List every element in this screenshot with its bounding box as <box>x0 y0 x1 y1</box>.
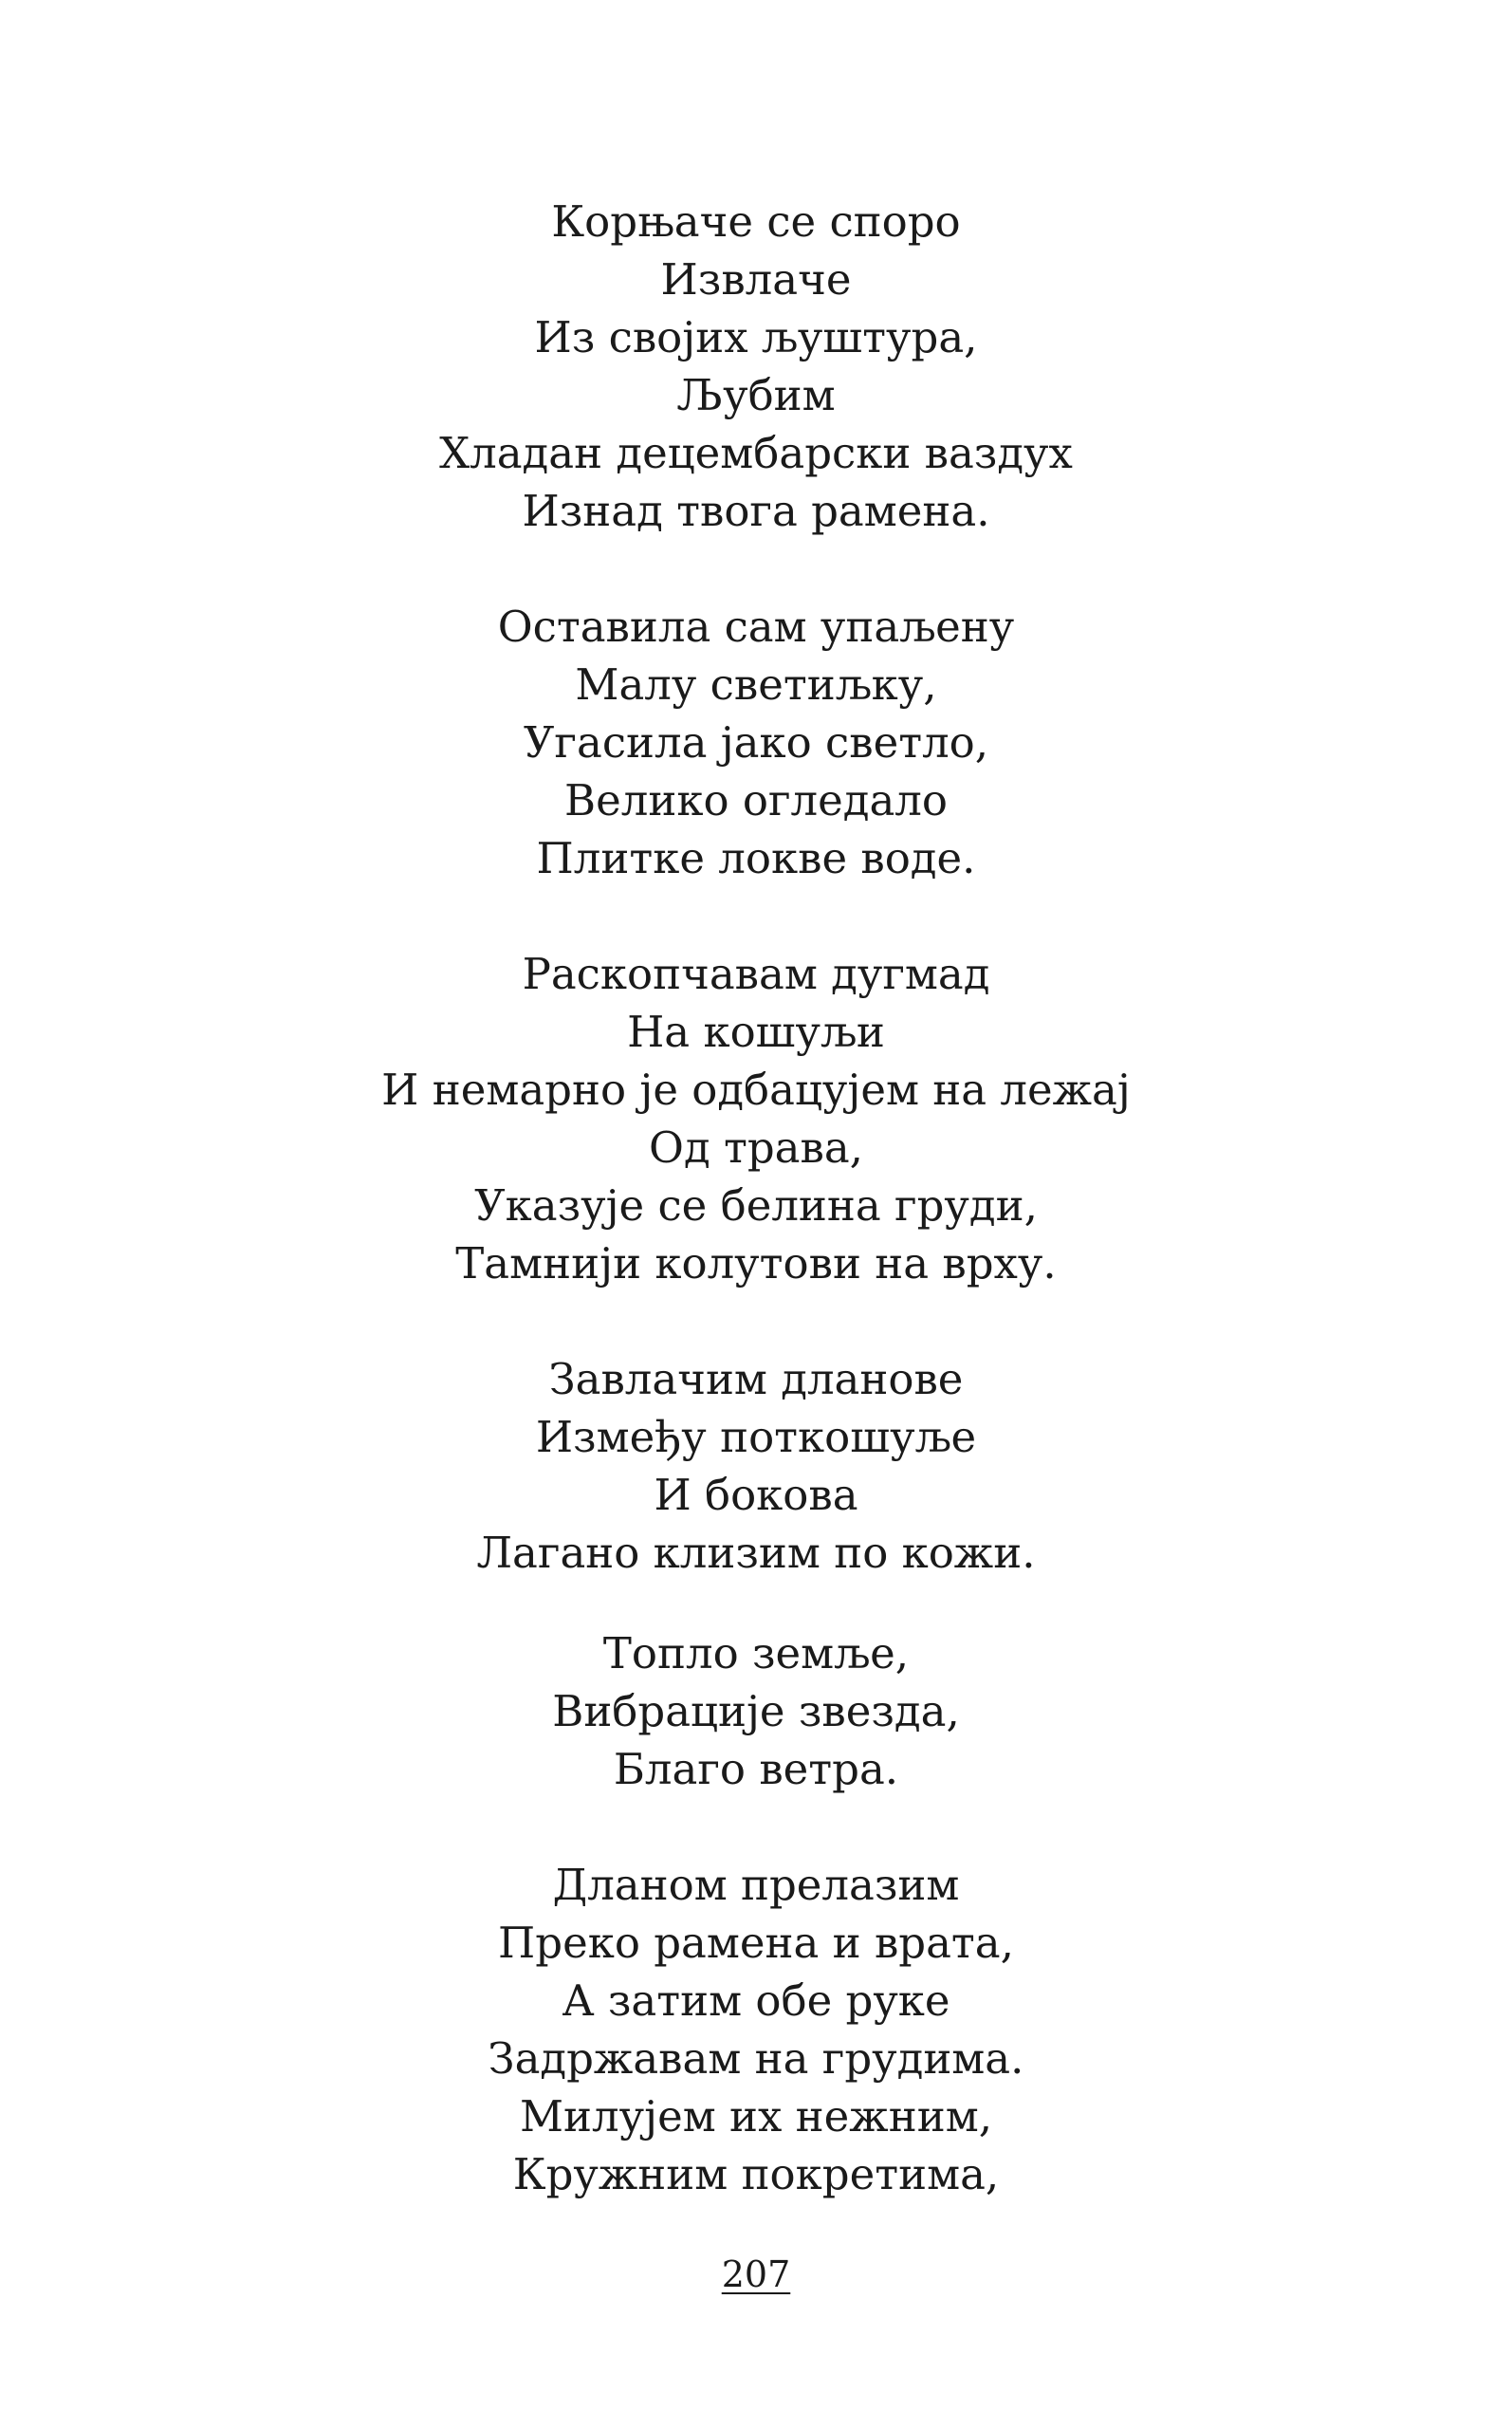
poem-line: Кружним покретима, <box>512 2149 1000 2199</box>
poem-line: И немарно је одбацујем на лежај <box>381 1065 1131 1115</box>
poem-line: Указује се белина груди, <box>474 1180 1038 1231</box>
stanza-2 <box>0 598 1512 887</box>
poem-line: Дланом прелазим <box>552 1860 960 1910</box>
poem-line: Милујем их нежним, <box>519 2091 992 2142</box>
poem-line: Од трава, <box>649 1122 863 1173</box>
stanza-6 <box>0 1856 1512 2203</box>
page-number <box>0 2251 1512 2298</box>
poem-line: Извлаче <box>660 254 852 305</box>
stanza-5 <box>0 1624 1512 1798</box>
poem-line: Из својих љуштура, <box>534 312 978 362</box>
poem-line: Оставила сам упаљену <box>497 602 1015 652</box>
poem-line: Малу светиљку, <box>575 659 937 710</box>
poem-line: Благо ветра. <box>613 1744 899 1794</box>
poem-line: Плитке локве воде. <box>536 833 976 883</box>
poem-line: Између поткошуље <box>535 1412 977 1462</box>
poem-line: Преко рамена и врата, <box>498 1918 1014 1968</box>
poem-line: Љубим <box>676 370 836 420</box>
poem-line: И бокова <box>654 1470 858 1520</box>
poem-line: Топло земље, <box>602 1628 910 1678</box>
poem-line: Тамнији колутови на врху. <box>455 1238 1057 1289</box>
stanza-1 <box>0 193 1512 540</box>
poem-body <box>0 193 1512 2203</box>
poem-line: Задржавам на грудима. <box>488 2033 1024 2084</box>
poem-line: Раскопчавам дугмад <box>522 949 990 999</box>
poem-line: Завлачим дланове <box>548 1354 964 1404</box>
poem-line: А затим обе руке <box>562 1975 950 2026</box>
poem-line: Корњаче се споро <box>551 196 961 247</box>
poem-line: Лагано клизим по кожи. <box>476 1528 1036 1578</box>
poem-line: Изнад твога рамена. <box>522 486 990 536</box>
poem-line: Хладан децембарски ваздух <box>439 428 1073 478</box>
page-number-label: 207 <box>721 2253 791 2295</box>
stanza-3 <box>0 945 1512 1292</box>
poem-line: Угасила јако светло, <box>523 717 989 768</box>
poem-line: Велико огледало <box>564 775 948 825</box>
poem-line: На кошуљи <box>627 1007 885 1057</box>
stanza-4 <box>0 1350 1512 1582</box>
poem-line: Вибрације звезда, <box>552 1686 960 1736</box>
